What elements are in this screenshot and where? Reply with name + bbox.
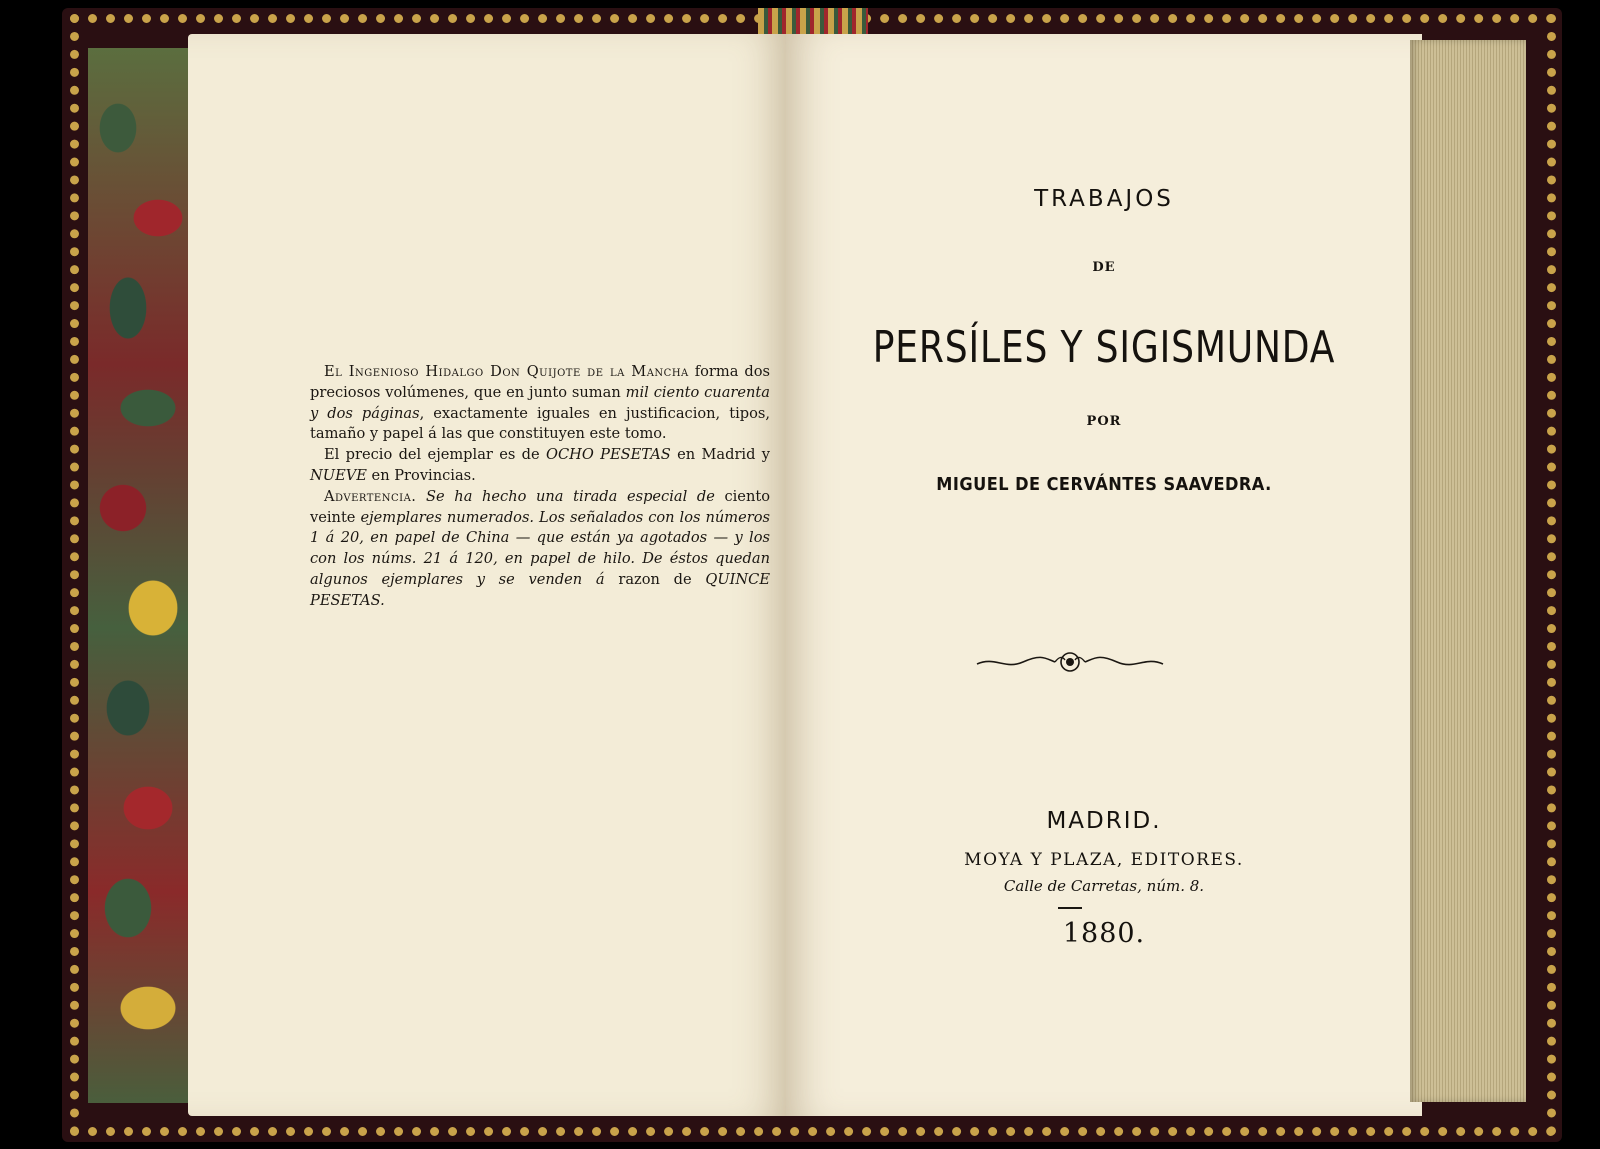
price-provinces: NUEVE — [310, 466, 367, 484]
notice-text: Se ha hecho una tirada especial de — [416, 487, 715, 505]
imprint-year: 1880. — [1062, 918, 1146, 949]
quijote-title: El Ingenioso Hidalgo Don Quijote de la Mancha — [324, 363, 689, 380]
edition-notice — [310, 362, 770, 612]
notice-text: forma dos preciosos volúmenes, que en junto suman — [310, 363, 770, 401]
title-line-1: TRABAJOS — [1034, 186, 1174, 212]
notice-text: en Madrid y — [670, 446, 771, 464]
notice-paragraph-1 — [310, 362, 770, 445]
page-edges — [1410, 40, 1526, 1102]
page-count: mil ciento cuarenta y dos páginas — [310, 383, 770, 422]
notice-text: en Provincias. — [366, 466, 476, 484]
notice-paragraph-3 — [310, 487, 770, 612]
advertencia-label: Advertencia. — [324, 487, 417, 505]
title-por: POR — [1086, 414, 1122, 429]
title-de: DE — [1092, 260, 1116, 275]
imprint-publisher: MOYA Y PLAZA, EDITORES. — [964, 850, 1244, 870]
notice-text: razon de — [604, 570, 706, 588]
notice-paragraph-2 — [310, 445, 770, 487]
marbled-endpaper — [88, 48, 192, 1103]
author-name: MIGUEL DE CERVÁNTES SAAVEDRA. — [936, 474, 1272, 495]
price-special: QUINCE PESETAS. — [310, 570, 770, 609]
notice-text: ciento veinte — [310, 487, 770, 526]
notice-text: El precio del ejemplar es de — [324, 446, 546, 464]
imprint-address: Calle de Carretas, núm. 8. — [1003, 877, 1205, 895]
floral-ornament-icon — [975, 650, 1165, 674]
notice-text: ejemplares numerados. Los señalados con los números 1 á 20, en papel de China — que están ya agotados — y los con los núms. 21 á 120, en papel de hilo. De éstos quedan algunos ejemplares y se venden á — [310, 508, 770, 588]
notice-text: , exactamente iguales en justificacion, tipos, tamaño y papel á las que constituyen este tomo. — [310, 404, 771, 443]
book-title: PERSÍLES Y SIGISMUNDA — [872, 322, 1336, 373]
imprint-rule — [1058, 907, 1082, 909]
imprint-city: MADRID. — [1046, 808, 1162, 834]
price-madrid: OCHO PESETAS — [545, 446, 671, 464]
